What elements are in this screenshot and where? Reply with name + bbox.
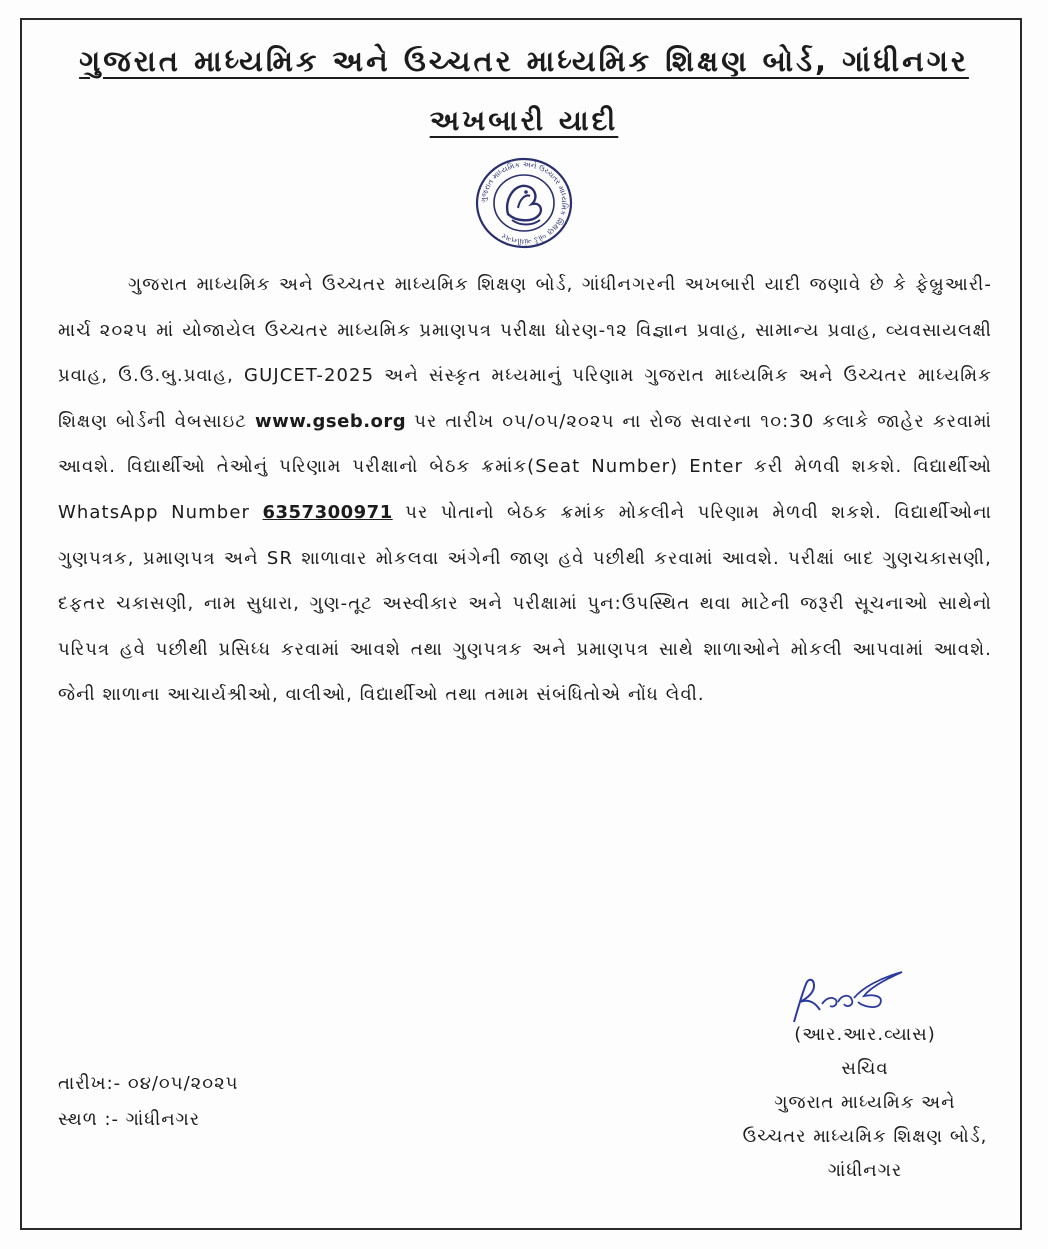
board-seal-icon [474, 156, 574, 250]
svg-text:ગુજરાત માધ્યમિક અને ઉચ્ચતર માધ: ગુજરાત માધ્યમિક અને ઉચ્ચતર માધ્યમિક શિક્ષણ બોર્ડ ગાંધીનગર [478, 159, 570, 247]
signatory-designation: સચિવ [841, 1058, 889, 1079]
board-title: ગુજરાત માધ્યમિક અને ઉચ્ચતર માધ્યમિક શિક્ષણ બોર્ડ, ગાંધીનગર [79, 44, 969, 78]
body-text-part-2: પર તારીખ ૦૫/૦૫/૨૦૨૫ ના રોજ સવારના ૧૦:30 કલાકે જાહેર કરવામાં આવશે. વિદ્યાર્થીઓ તેઓનું પરિણામ પરીક્ષાનો બેઠક ક્રમાંક(Seat Number) Enter કરી મેળવી શકશે. વિદ્યાર્થીઓ WhatsApp Number [58, 410, 992, 523]
date-place-block [58, 1066, 238, 1138]
issue-date: તારીખ:- ૦૪/૦૫/૨૦૨૫ [58, 1073, 239, 1094]
signatory-org-line-3: ગાંધીનગર [827, 1160, 903, 1181]
signatory-name: (આર.આર.વ્યાસ) [794, 1024, 936, 1045]
press-release-heading: અખબારી યાદી [429, 104, 619, 137]
signatory-org-line-1: ગુજરાત માધ્યમિક અને [774, 1092, 956, 1113]
handwritten-signature-icon [780, 964, 910, 1026]
body-text-part-1: ગુજરાત માધ્યમિક અને ઉચ્ચતર માધ્યમિક શિક્ષણ બોર્ડ, ગાંધીનગરની અખબારી યાદી જણાવે છે કે ફેબ્રુઆરી-માર્ચ ૨૦૨૫ માં યોજાયેલ ઉચ્ચતર માધ્યમિક પ્રમાણપત્ર પરીક્ષા ધોરણ-૧૨ વિજ્ઞાન પ્રવાહ, સામાન્ય પ્રવાહ, વ્યવસાયલક્ષી પ્રવાહ, ઉ.ઉ.બુ.પ્રવાહ, GUJCET-2025 અને સંસ્કૃત મધ્યમાનું પરિણામ ગુજરાત માધ્યમિક અને ઉચ્ચતર માધ્યમિક શિક્ષણ બોર્ડની વેબસાઇટ [58, 274, 992, 432]
body-text-part-3: પર પોતાનો બેઠક ક્રમાંક મોકલીને પરિણામ મેળવી શકશે. વિદ્યાર્થીઓના ગુણપત્રક, પ્રમાણપત્ર અને SR શાળાવાર મોકલવા અંગેની જાણ હવે પછીથી કરવામાં આવશે. પરીક્ષાં બાદ ગુણચકાસણી, દફતર ચકાસણી, નામ સુધારા, ગુણ-તૂટ અસ્વીકાર અને પરીક્ષામાં પુન:ઉપસ્થિત થવા માટેની જરૂરી સૂચનાઓ સાથેનો પરિપત્ર હવે પછીથી પ્રસિધ્ધ કરવામાં આવશે તથા ગુણપત્રક અને પ્રમાણપત્ર સાથે શાળાઓને મોકલી આપવામાં આવશે. જેની શાળાના આચાર્યશ્રીઓ, વાલીઓ, વિદ્યાર્થીઓ તથા તમામ સંબંધિતોએ નોંધ લેવી. [58, 501, 992, 706]
signatory-block [700, 1018, 1030, 1188]
issue-place: સ્થળ :- ગાંધીનગર [58, 1109, 201, 1130]
website-link[interactable]: www.gseb.org [254, 410, 407, 432]
whatsapp-number[interactable]: 6357300971 [262, 501, 393, 523]
signatory-org-line-2: ઉચ્ચતર માધ્યમિક શિક્ષણ બોર્ડ, [742, 1126, 988, 1147]
press-release-body [58, 262, 992, 718]
